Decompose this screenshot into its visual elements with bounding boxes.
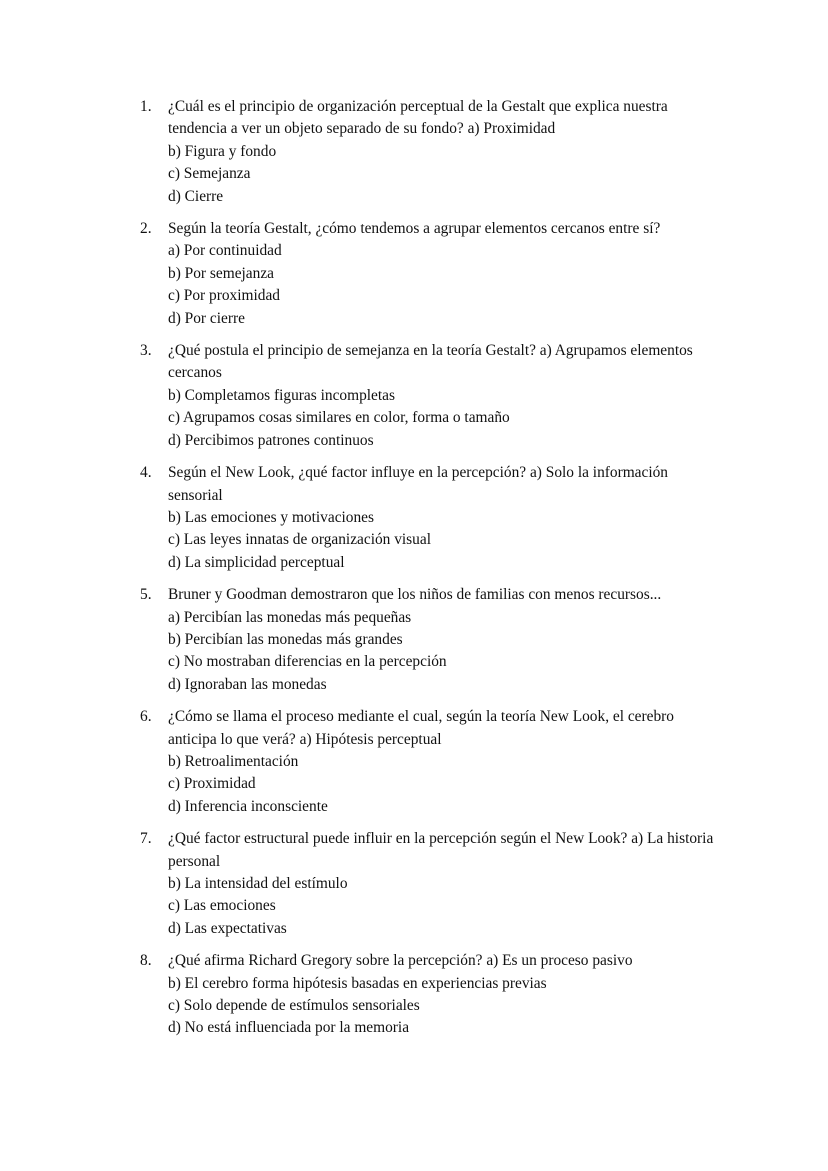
question-item xyxy=(140,340,720,452)
answer-option: a) Percibían las monedas más pequeñas xyxy=(168,608,412,626)
answer-option: a) Por continuidad xyxy=(168,242,282,260)
answer-option: b) Figura y fondo xyxy=(168,142,277,160)
answer-option: b) La intensidad del estímulo xyxy=(168,875,348,892)
question-number: 8. xyxy=(140,952,152,970)
question-text: Según el New Look, ¿qué factor influye en la percepción? a) Solo la información sensorial xyxy=(168,464,669,504)
question-item xyxy=(140,828,720,940)
question-text: ¿Cuál es el principio de organización perceptual de la Gestalt que explica nuestra tendencia a ver un objeto separado de su fondo? a) Proximidad xyxy=(168,98,668,138)
answer-option: d) Inferencia inconsciente xyxy=(168,797,328,815)
question-number: 3. xyxy=(140,342,152,360)
question-number: 1. xyxy=(140,98,152,115)
answer-option: b) Percibían las monedas más grandes xyxy=(168,630,403,648)
answer-option: c) No mostraban diferencias en la percepción xyxy=(168,653,447,671)
question-text: ¿Cómo se llama el proceso mediante el cual, según la teoría New Look, el cerebro anticipa lo que verá? a) Hipótesis perceptual xyxy=(168,708,674,748)
question-item xyxy=(140,706,720,818)
answer-option: b) El cerebro forma hipótesis basadas en experiencias previas xyxy=(168,974,547,992)
question-text: ¿Qué factor estructural puede influir en la percepción según el New Look? a) La historia personal xyxy=(168,830,714,870)
answer-option: b) Por semejanza xyxy=(168,264,274,282)
answer-option: d) Por cierre xyxy=(168,309,245,327)
answer-option: d) Las expectativas xyxy=(168,919,287,937)
answer-option: c) Las leyes innatas de organización visual xyxy=(168,531,431,549)
question-number: 5. xyxy=(140,586,152,604)
answer-option: b) Las emociones y motivaciones xyxy=(168,508,375,526)
answer-option: c) Las emociones xyxy=(168,897,276,915)
answer-option: c) Agrupamos cosas similares en color, forma o tamaño xyxy=(168,409,510,427)
question-number: 7. xyxy=(140,830,152,848)
answer-option: d) Ignoraban las monedas xyxy=(168,675,327,693)
answer-option: c) Semejanza xyxy=(168,165,251,183)
question-item xyxy=(140,584,720,696)
question-list xyxy=(140,96,720,1050)
answer-option: d) Percibimos patrones continuos xyxy=(168,431,374,449)
answer-option: d) Cierre xyxy=(168,187,224,205)
answer-option: d) No está influenciada por la memoria xyxy=(168,1019,410,1037)
answer-option: b) Completamos figuras incompletas xyxy=(168,386,395,404)
answer-option: c) Por proximidad xyxy=(168,287,280,305)
answer-option: c) Solo depende de estímulos sensoriales xyxy=(168,997,420,1015)
question-item xyxy=(140,950,720,1040)
question-number: 6. xyxy=(140,708,152,726)
question-text: ¿Qué afirma Richard Gregory sobre la percepción? a) Es un proceso pasivo xyxy=(168,952,633,970)
question-number: 2. xyxy=(140,220,152,238)
question-item xyxy=(140,462,720,574)
answer-option: d) La simplicidad perceptual xyxy=(168,553,345,571)
question-number: 4. xyxy=(140,464,152,482)
question-item xyxy=(140,218,720,330)
question-text: ¿Qué postula el principio de semejanza en la teoría Gestalt? a) Agrupamos elementos cercanos xyxy=(168,342,693,382)
answer-option: c) Proximidad xyxy=(168,775,256,793)
question-text: Bruner y Goodman demostraron que los niños de familias con menos recursos... xyxy=(168,586,662,604)
question-item xyxy=(140,96,720,208)
question-text: Según la teoría Gestalt, ¿cómo tendemos a agrupar elementos cercanos entre sí? xyxy=(168,220,661,238)
answer-option: b) Retroalimentación xyxy=(168,752,299,770)
